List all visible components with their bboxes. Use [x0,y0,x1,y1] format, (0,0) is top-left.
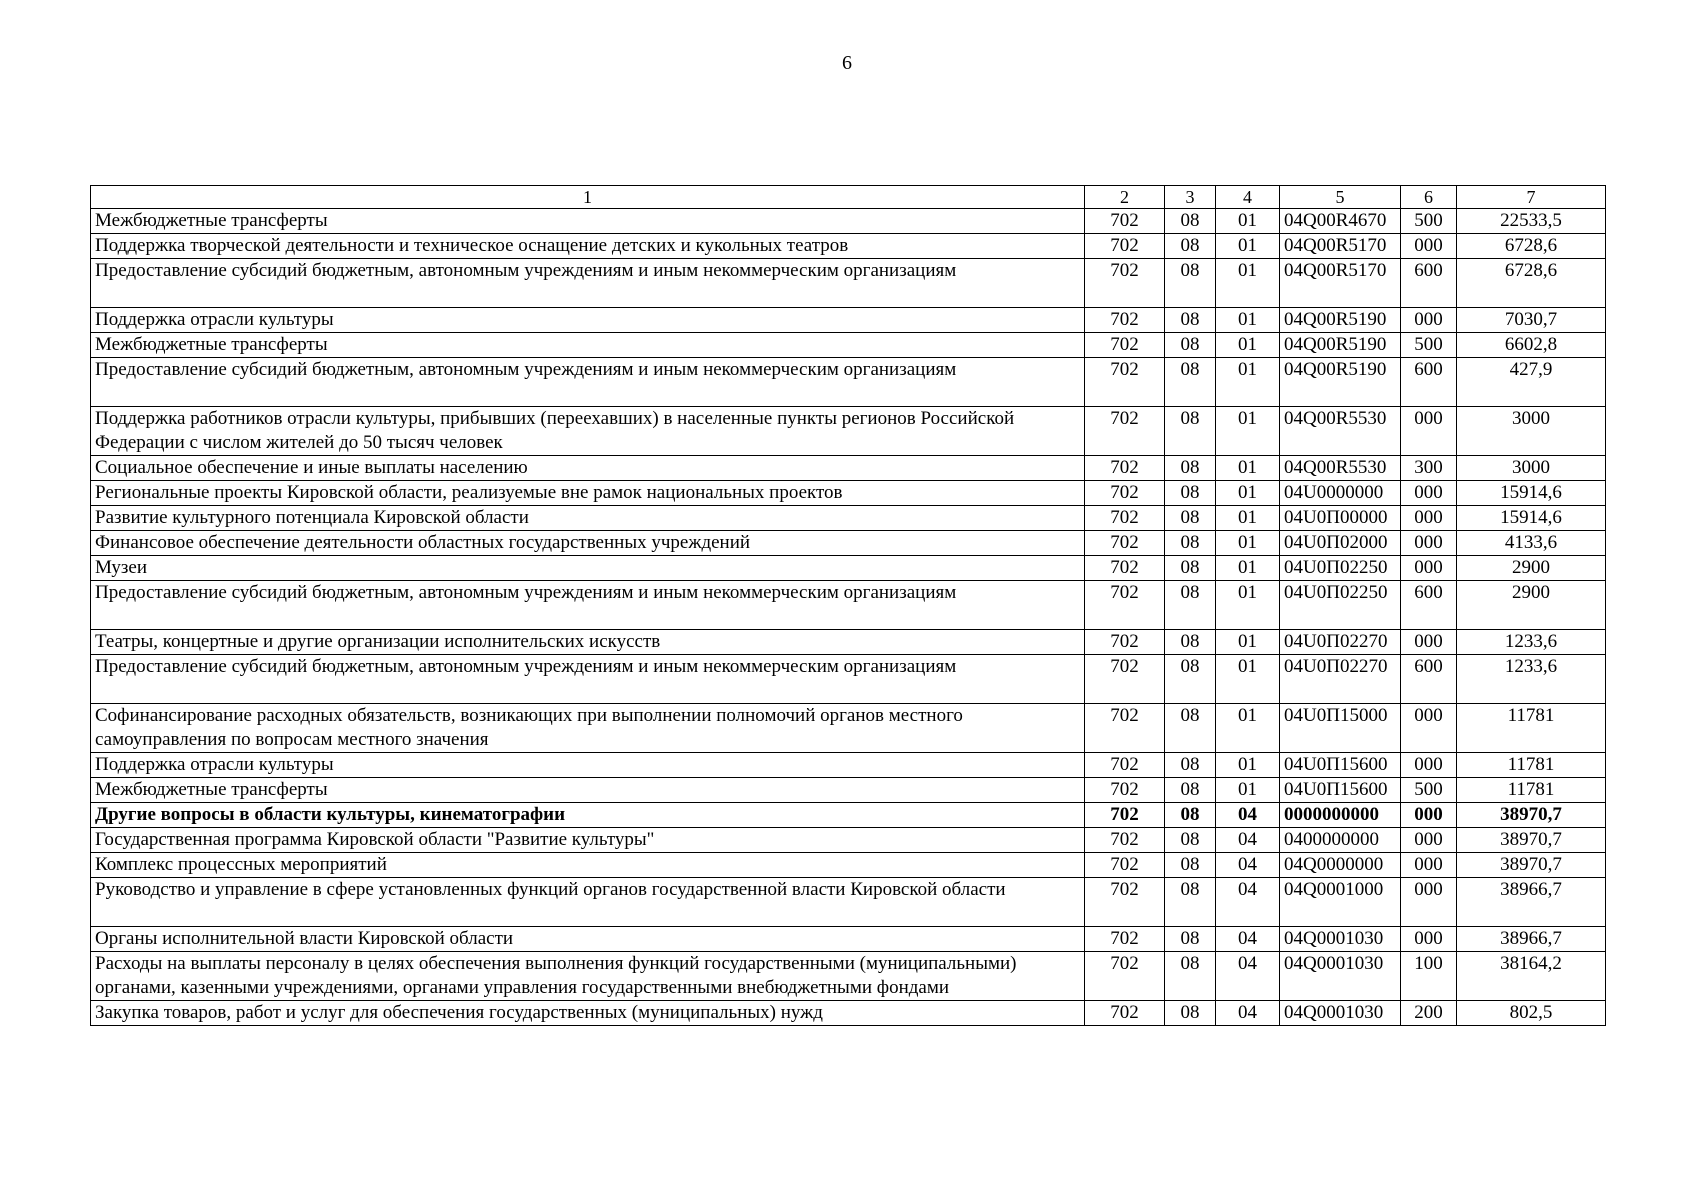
cell-col-3: 08 [1165,1001,1216,1026]
table-row [91,407,1606,456]
table-row [91,927,1606,952]
cell-col-2: 702 [1085,456,1165,481]
cell-col-7: 6728,6 [1457,234,1606,259]
cell-col-5: 04Q00R4670 [1280,209,1401,234]
cell-col-7: 38970,7 [1457,828,1606,853]
cell-col-4: 01 [1216,704,1280,753]
cell-col-7: 22533,5 [1457,209,1606,234]
cell-name: Межбюджетные трансферты [91,209,1085,234]
cell-col-4: 04 [1216,803,1280,828]
cell-col-4: 01 [1216,456,1280,481]
cell-col-6: 000 [1401,803,1457,828]
table-row [91,358,1606,407]
header-col-4: 4 [1216,186,1280,209]
cell-col-3: 08 [1165,927,1216,952]
budget-table [90,185,1606,1026]
cell-col-2: 702 [1085,1001,1165,1026]
cell-col-2: 702 [1085,952,1165,1001]
cell-col-5: 04Q00R5190 [1280,358,1401,407]
cell-col-6: 200 [1401,1001,1457,1026]
cell-col-4: 01 [1216,407,1280,456]
cell-col-4: 04 [1216,828,1280,853]
cell-col-4: 01 [1216,506,1280,531]
cell-col-3: 08 [1165,952,1216,1001]
cell-col-4: 04 [1216,878,1280,927]
cell-col-6: 500 [1401,333,1457,358]
cell-col-3: 08 [1165,704,1216,753]
cell-col-5: 04U0000000 [1280,481,1401,506]
cell-col-7: 6602,8 [1457,333,1606,358]
cell-name: Поддержка творческой деятельности и техническое оснащение детских и кукольных театров [91,234,1085,259]
cell-col-2: 702 [1085,803,1165,828]
cell-col-2: 702 [1085,853,1165,878]
cell-col-2: 702 [1085,630,1165,655]
cell-col-6: 600 [1401,581,1457,630]
cell-col-6: 000 [1401,481,1457,506]
cell-col-5: 04U0П00000 [1280,506,1401,531]
cell-col-2: 702 [1085,531,1165,556]
cell-col-2: 702 [1085,234,1165,259]
cell-col-4: 01 [1216,333,1280,358]
header-col-2: 2 [1085,186,1165,209]
cell-name: Предоставление субсидий бюджетным, автономным учреждениям и иным некоммерческим организациям [91,655,1085,704]
cell-col-6: 000 [1401,753,1457,778]
cell-col-6: 500 [1401,778,1457,803]
table-row [91,333,1606,358]
cell-col-2: 702 [1085,828,1165,853]
cell-name: Театры, концертные и другие организации исполнительских искусств [91,630,1085,655]
header-col-7: 7 [1457,186,1606,209]
cell-col-6: 000 [1401,407,1457,456]
table-row [91,456,1606,481]
cell-col-4: 04 [1216,927,1280,952]
cell-col-3: 08 [1165,828,1216,853]
cell-name: Развитие культурного потенциала Кировской области [91,506,1085,531]
cell-col-2: 702 [1085,581,1165,630]
table-row [91,753,1606,778]
cell-col-6: 000 [1401,828,1457,853]
cell-name: Расходы на выплаты персоналу в целях обеспечения выполнения функций государственными (муниципальными) органами, казенными учреждениями, органами управления государственными внебюджетными фондами [91,952,1085,1001]
cell-col-4: 01 [1216,259,1280,308]
cell-col-3: 08 [1165,778,1216,803]
cell-name: Государственная программа Кировской области "Развитие культуры" [91,828,1085,853]
header-col-1: 1 [91,186,1085,209]
cell-name: Поддержка работников отрасли культуры, прибывших (переехавших) в населенные пункты регионов Российской Федерации с числом жителей до 50 тысяч человек [91,407,1085,456]
table-row [91,828,1606,853]
cell-col-7: 2900 [1457,581,1606,630]
cell-col-3: 08 [1165,853,1216,878]
cell-col-4: 01 [1216,753,1280,778]
cell-col-4: 01 [1216,778,1280,803]
cell-col-3: 08 [1165,630,1216,655]
cell-name: Межбюджетные трансферты [91,333,1085,358]
cell-col-4: 01 [1216,234,1280,259]
header-row [91,186,1606,209]
cell-name: Закупка товаров, работ и услуг для обеспечения государственных (муниципальных) нужд [91,1001,1085,1026]
cell-col-2: 702 [1085,753,1165,778]
table-row [91,878,1606,927]
cell-name: Предоставление субсидий бюджетным, автономным учреждениям и иным некоммерческим организациям [91,358,1085,407]
cell-col-7: 11781 [1457,778,1606,803]
cell-name: Музеи [91,556,1085,581]
cell-col-2: 702 [1085,333,1165,358]
cell-col-3: 08 [1165,407,1216,456]
cell-col-2: 702 [1085,407,1165,456]
cell-col-6: 000 [1401,531,1457,556]
cell-col-7: 3000 [1457,407,1606,456]
cell-col-3: 08 [1165,259,1216,308]
cell-col-7: 38970,7 [1457,853,1606,878]
cell-col-7: 11781 [1457,704,1606,753]
cell-col-6: 000 [1401,308,1457,333]
cell-col-7: 2900 [1457,556,1606,581]
cell-col-6: 100 [1401,952,1457,1001]
cell-col-2: 702 [1085,778,1165,803]
cell-name: Другие вопросы в области культуры, кинематографии [91,803,1085,828]
cell-col-3: 08 [1165,209,1216,234]
cell-col-5: 04Q00R5170 [1280,259,1401,308]
cell-col-3: 08 [1165,358,1216,407]
table-row [91,1001,1606,1026]
cell-col-2: 702 [1085,308,1165,333]
cell-col-7: 1233,6 [1457,655,1606,704]
cell-col-7: 38966,7 [1457,927,1606,952]
cell-col-3: 08 [1165,655,1216,704]
cell-col-4: 01 [1216,556,1280,581]
cell-col-7: 15914,6 [1457,506,1606,531]
cell-col-3: 08 [1165,308,1216,333]
table-row [91,506,1606,531]
cell-col-6: 000 [1401,630,1457,655]
table-row [91,853,1606,878]
cell-col-7: 38966,7 [1457,878,1606,927]
cell-name: Комплекс процессных мероприятий [91,853,1085,878]
cell-col-4: 01 [1216,209,1280,234]
cell-col-3: 08 [1165,456,1216,481]
cell-col-5: 04Q0001030 [1280,927,1401,952]
cell-col-4: 01 [1216,630,1280,655]
cell-name: Социальное обеспечение и иные выплаты населению [91,456,1085,481]
cell-col-7: 1233,6 [1457,630,1606,655]
cell-col-7: 11781 [1457,753,1606,778]
cell-col-5: 04U0П02250 [1280,556,1401,581]
cell-col-7: 3000 [1457,456,1606,481]
cell-col-5: 04Q00R5170 [1280,234,1401,259]
cell-col-5: 04U0П15600 [1280,778,1401,803]
cell-name: Поддержка отрасли культуры [91,308,1085,333]
cell-col-3: 08 [1165,333,1216,358]
cell-col-3: 08 [1165,878,1216,927]
cell-name: Межбюджетные трансферты [91,778,1085,803]
cell-name: Софинансирование расходных обязательств, возникающих при выполнении полномочий органов местного самоуправления по вопросам местного значения [91,704,1085,753]
table-row [91,704,1606,753]
cell-col-3: 08 [1165,506,1216,531]
header-col-5: 5 [1280,186,1401,209]
table-row [91,952,1606,1001]
header-col-3: 3 [1165,186,1216,209]
cell-name: Руководство и управление в сфере установленных функций органов государственной власти Кировской области [91,878,1085,927]
cell-col-5: 04Q00R5530 [1280,456,1401,481]
cell-col-6: 000 [1401,556,1457,581]
cell-col-4: 01 [1216,581,1280,630]
table-row [91,630,1606,655]
cell-col-5: 04U0П02250 [1280,581,1401,630]
cell-name: Предоставление субсидий бюджетным, автономным учреждениям и иным некоммерческим организациям [91,581,1085,630]
cell-col-6: 000 [1401,878,1457,927]
table-row [91,581,1606,630]
cell-col-6: 000 [1401,234,1457,259]
cell-col-5: 04Q00R5530 [1280,407,1401,456]
cell-name: Финансовое обеспечение деятельности областных государственных учреждений [91,531,1085,556]
cell-col-7: 802,5 [1457,1001,1606,1026]
cell-name: Органы исполнительной власти Кировской области [91,927,1085,952]
cell-col-7: 7030,7 [1457,308,1606,333]
table-row [91,778,1606,803]
cell-col-2: 702 [1085,506,1165,531]
cell-col-4: 01 [1216,308,1280,333]
cell-col-4: 04 [1216,952,1280,1001]
cell-col-2: 702 [1085,358,1165,407]
table-row [91,234,1606,259]
cell-col-5: 04Q00R5190 [1280,333,1401,358]
cell-name: Предоставление субсидий бюджетным, автономным учреждениям и иным некоммерческим организациям [91,259,1085,308]
cell-col-7: 38970,7 [1457,803,1606,828]
page-number: 6 [842,52,852,74]
cell-col-5: 04Q0000000 [1280,853,1401,878]
cell-col-7: 427,9 [1457,358,1606,407]
table-row [91,481,1606,506]
cell-col-2: 702 [1085,209,1165,234]
cell-col-4: 01 [1216,358,1280,407]
cell-col-2: 702 [1085,655,1165,704]
cell-col-2: 702 [1085,259,1165,308]
cell-col-6: 600 [1401,259,1457,308]
cell-col-4: 01 [1216,655,1280,704]
cell-col-5: 0000000000 [1280,803,1401,828]
cell-col-4: 04 [1216,1001,1280,1026]
cell-col-2: 702 [1085,481,1165,506]
cell-col-5: 04U0П02000 [1280,531,1401,556]
cell-col-3: 08 [1165,234,1216,259]
cell-col-5: 04U0П15600 [1280,753,1401,778]
cell-col-5: 04Q00R5190 [1280,308,1401,333]
cell-col-5: 04U0П02270 [1280,630,1401,655]
cell-col-5: 0400000000 [1280,828,1401,853]
cell-col-2: 702 [1085,927,1165,952]
cell-col-7: 6728,6 [1457,259,1606,308]
cell-col-3: 08 [1165,753,1216,778]
table-row [91,803,1606,828]
cell-col-3: 08 [1165,581,1216,630]
table-row [91,209,1606,234]
cell-col-3: 08 [1165,556,1216,581]
table-row [91,308,1606,333]
cell-col-6: 000 [1401,853,1457,878]
cell-col-5: 04Q0001030 [1280,1001,1401,1026]
table-row [91,531,1606,556]
table-row [91,655,1606,704]
cell-col-7: 15914,6 [1457,481,1606,506]
cell-col-6: 600 [1401,358,1457,407]
cell-col-3: 08 [1165,531,1216,556]
cell-col-6: 500 [1401,209,1457,234]
cell-col-3: 08 [1165,803,1216,828]
cell-col-5: 04U0П02270 [1280,655,1401,704]
header-col-6: 6 [1401,186,1457,209]
cell-name: Региональные проекты Кировской области, реализуемые вне рамок национальных проектов [91,481,1085,506]
table-row [91,556,1606,581]
cell-col-5: 04U0П15000 [1280,704,1401,753]
cell-col-6: 000 [1401,506,1457,531]
cell-col-6: 600 [1401,655,1457,704]
cell-col-2: 702 [1085,878,1165,927]
cell-col-4: 04 [1216,853,1280,878]
cell-col-2: 702 [1085,556,1165,581]
cell-col-4: 01 [1216,481,1280,506]
cell-col-2: 702 [1085,704,1165,753]
table-body [91,209,1606,1026]
cell-col-6: 000 [1401,927,1457,952]
cell-col-4: 01 [1216,531,1280,556]
cell-col-6: 300 [1401,456,1457,481]
cell-name: Поддержка отрасли культуры [91,753,1085,778]
cell-col-5: 04Q0001000 [1280,878,1401,927]
cell-col-5: 04Q0001030 [1280,952,1401,1001]
cell-col-6: 000 [1401,704,1457,753]
cell-col-7: 38164,2 [1457,952,1606,1001]
cell-col-3: 08 [1165,481,1216,506]
table-row [91,259,1606,308]
cell-col-7: 4133,6 [1457,531,1606,556]
